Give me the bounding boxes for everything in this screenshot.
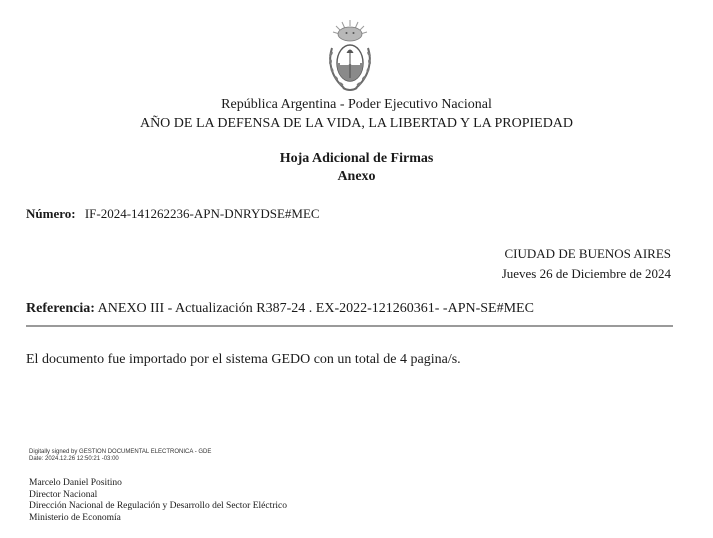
reference-value: ANEXO III - Actualización R387-24 . EX-2022-121260361- -APN-SE#MEC (97, 301, 534, 316)
signer-block (29, 478, 287, 524)
body-text: El documento fue importado por el sistema GEDO con un total de 4 pagina/s. (26, 352, 461, 367)
coat-of-arms-icon (322, 18, 378, 94)
separator-rule (26, 325, 673, 327)
location-city: CIUDAD DE BUENOS AIRES (504, 246, 671, 261)
reference (26, 301, 534, 317)
document-number (26, 206, 320, 222)
digital-signature-date: Date: 2024.12.26 12:50:21 -03:00 (29, 456, 119, 462)
digital-signature-stamp (29, 449, 211, 463)
signer-ministry: Ministerio de Economía (29, 512, 121, 523)
document-title: Hoja Adicional de Firmas (279, 151, 434, 166)
digital-signature-signed-by: Digitally signed by GESTION DOCUMENTAL ELECTRONICA - GDE (29, 449, 212, 455)
document-number-value: IF-2024-141262236-APN-DNRYDSE#MEC (84, 206, 320, 221)
document-subtitle: Anexo (337, 169, 376, 184)
signer-role: Director Nacional (29, 489, 98, 500)
document-date: Jueves 26 de Diciembre de 2024 (501, 266, 671, 281)
document-number-label: Número: (26, 206, 76, 221)
reference-label: Referencia: (26, 301, 95, 316)
header-government-line: República Argentina - Poder Ejecutivo Nacional (221, 97, 492, 112)
signer-office: Dirección Nacional de Regulación y Desarrollo del Sector Eléctrico (29, 501, 287, 512)
header-year-motto: AÑO DE LA DEFENSA DE LA VIDA, LA LIBERTAD Y LA PROPIEDAD (139, 116, 574, 131)
signer-name: Marcelo Daniel Positino (29, 478, 122, 488)
